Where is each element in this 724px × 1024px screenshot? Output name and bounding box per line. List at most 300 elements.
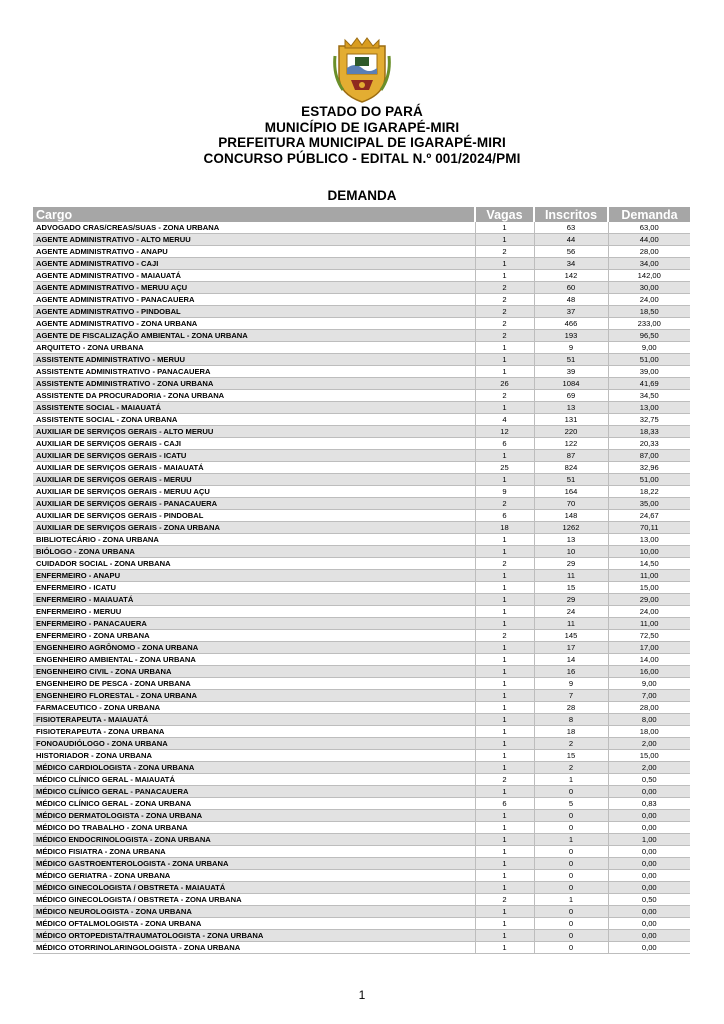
- demanda-cell: 0,00: [608, 858, 690, 870]
- table-row: [33, 726, 690, 738]
- inscritos-cell: 7: [534, 690, 608, 702]
- inscritos-cell: 142: [534, 270, 608, 282]
- table-row: [33, 438, 690, 450]
- demanda-cell: 9,00: [608, 342, 690, 354]
- cargo-cell: ARQUITETO - ZONA URBANA: [33, 342, 475, 354]
- inscritos-cell: 39: [534, 366, 608, 378]
- demanda-cell: 70,11: [608, 522, 690, 534]
- table-row: [33, 510, 690, 522]
- demanda-cell: 11,00: [608, 570, 690, 582]
- table-row: [33, 762, 690, 774]
- demanda-cell: 30,00: [608, 282, 690, 294]
- table-row: [33, 558, 690, 570]
- page-number: 1: [358, 988, 366, 1002]
- vagas-cell: 1: [475, 474, 534, 486]
- inscritos-cell: 1: [534, 834, 608, 846]
- vagas-cell: 1: [475, 846, 534, 858]
- inscritos-cell: 0: [534, 858, 608, 870]
- inscritos-cell: 17: [534, 642, 608, 654]
- demanda-cell: 18,00: [608, 726, 690, 738]
- cargo-cell: AUXILIAR DE SERVIÇOS GERAIS - ICATU: [33, 450, 475, 462]
- inscritos-cell: 18: [534, 726, 608, 738]
- cargo-cell: BIBLIOTECÁRIO - ZONA URBANA: [33, 534, 475, 546]
- cargo-cell: HISTORIADOR - ZONA URBANA: [33, 750, 475, 762]
- demanda-cell: 142,00: [608, 270, 690, 282]
- inscritos-cell: 0: [534, 906, 608, 918]
- vagas-cell: 1: [475, 918, 534, 930]
- table-row: [33, 222, 690, 234]
- demanda-cell: 63,00: [608, 222, 690, 234]
- demanda-cell: 96,50: [608, 330, 690, 342]
- cargo-cell: MÉDICO GINECOLOGISTA / OBSTRETA - ZONA URBANA: [33, 894, 475, 906]
- inscritos-cell: 0: [534, 942, 608, 954]
- table-row: [33, 330, 690, 342]
- demanda-cell: 24,67: [608, 510, 690, 522]
- demanda-cell: 17,00: [608, 642, 690, 654]
- vagas-cell: 1: [475, 666, 534, 678]
- inscritos-cell: 1084: [534, 378, 608, 390]
- demanda-cell: 39,00: [608, 366, 690, 378]
- cargo-cell: ASSISTENTE DA PROCURADORIA - ZONA URBANA: [33, 390, 475, 402]
- table-row: [33, 606, 690, 618]
- vagas-cell: 1: [475, 906, 534, 918]
- vagas-cell: 1: [475, 654, 534, 666]
- table-row: [33, 390, 690, 402]
- table-row: [33, 270, 690, 282]
- demanda-cell: 44,00: [608, 234, 690, 246]
- vagas-cell: 6: [475, 438, 534, 450]
- demanda-cell: 0,00: [608, 786, 690, 798]
- inscritos-cell: 0: [534, 930, 608, 942]
- table-row: [33, 942, 690, 954]
- demanda-cell: 15,00: [608, 750, 690, 762]
- cargo-cell: AGENTE ADMINISTRATIVO - MAIAUATÁ: [33, 270, 475, 282]
- demanda-cell: 0,83: [608, 798, 690, 810]
- demanda-cell: 14,00: [608, 654, 690, 666]
- cargo-cell: ENFERMEIRO - PANACAUERA: [33, 618, 475, 630]
- inscritos-cell: 2: [534, 738, 608, 750]
- vagas-cell: 1: [475, 618, 534, 630]
- inscritos-cell: 8: [534, 714, 608, 726]
- demanda-cell: 34,00: [608, 258, 690, 270]
- demanda-cell: 32,96: [608, 462, 690, 474]
- cargo-cell: ENFERMEIRO - ANAPU: [33, 570, 475, 582]
- table-row: [33, 306, 690, 318]
- demanda-cell: 28,00: [608, 246, 690, 258]
- cargo-cell: AUXILIAR DE SERVIÇOS GERAIS - ALTO MERUU: [33, 426, 475, 438]
- table-row: [33, 594, 690, 606]
- cargo-cell: ENGENHEIRO AGRÔNOMO - ZONA URBANA: [33, 642, 475, 654]
- inscritos-cell: 10: [534, 546, 608, 558]
- cargo-cell: MÉDICO DO TRABALHO - ZONA URBANA: [33, 822, 475, 834]
- inscritos-cell: 60: [534, 282, 608, 294]
- table-row: [33, 318, 690, 330]
- demanda-cell: 0,00: [608, 822, 690, 834]
- cargo-cell: AUXILIAR DE SERVIÇOS GERAIS - ZONA URBANA: [33, 522, 475, 534]
- cargo-cell: AUXILIAR DE SERVIÇOS GERAIS - MERUU: [33, 474, 475, 486]
- vagas-cell: 1: [475, 930, 534, 942]
- vagas-cell: 4: [475, 414, 534, 426]
- vagas-cell: 1: [475, 342, 534, 354]
- demanda-cell: 29,00: [608, 594, 690, 606]
- demanda-cell: 7,00: [608, 690, 690, 702]
- demanda-cell: 0,00: [608, 918, 690, 930]
- vagas-cell: 1: [475, 834, 534, 846]
- table-row: [33, 930, 690, 942]
- cargo-cell: AGENTE ADMINISTRATIVO - ANAPU: [33, 246, 475, 258]
- table-row: [33, 294, 690, 306]
- table-row: [33, 414, 690, 426]
- vagas-cell: 1: [475, 942, 534, 954]
- table-row: [33, 690, 690, 702]
- cargo-cell: ENFERMEIRO - ICATU: [33, 582, 475, 594]
- cargo-cell: AGENTE ADMINISTRATIVO - MERUU AÇU: [33, 282, 475, 294]
- demanda-cell: 0,50: [608, 774, 690, 786]
- inscritos-cell: 87: [534, 450, 608, 462]
- inscritos-cell: 29: [534, 558, 608, 570]
- inscritos-cell: 16: [534, 666, 608, 678]
- vagas-cell: 2: [475, 318, 534, 330]
- table-row: [33, 654, 690, 666]
- cargo-cell: ASSISTENTE ADMINISTRATIVO - MERUU: [33, 354, 475, 366]
- vagas-cell: 1: [475, 882, 534, 894]
- inscritos-cell: 0: [534, 786, 608, 798]
- cargo-cell: MÉDICO OTORRINOLARINGOLOGISTA - ZONA URBANA: [33, 942, 475, 954]
- demanda-cell: 0,00: [608, 870, 690, 882]
- inscritos-cell: 0: [534, 846, 608, 858]
- cargo-cell: MÉDICO GASTROENTEROLOGISTA - ZONA URBANA: [33, 858, 475, 870]
- table-row: [33, 678, 690, 690]
- cargo-cell: MÉDICO CARDIOLOGISTA - ZONA URBANA: [33, 762, 475, 774]
- inscritos-cell: 51: [534, 354, 608, 366]
- table-row: [33, 342, 690, 354]
- vagas-cell: 2: [475, 330, 534, 342]
- vagas-cell: 2: [475, 294, 534, 306]
- table-row: [33, 258, 690, 270]
- cargo-cell: MÉDICO NEUROLOGISTA - ZONA URBANA: [33, 906, 475, 918]
- inscritos-cell: 56: [534, 246, 608, 258]
- table-row: [33, 702, 690, 714]
- inscritos-cell: 69: [534, 390, 608, 402]
- table-row: [33, 282, 690, 294]
- table-row: [33, 498, 690, 510]
- demanda-cell: 24,00: [608, 606, 690, 618]
- cargo-cell: MÉDICO ENDOCRINOLOGISTA - ZONA URBANA: [33, 834, 475, 846]
- demanda-cell: 34,50: [608, 390, 690, 402]
- demanda-cell: 0,00: [608, 882, 690, 894]
- table-row: [33, 882, 690, 894]
- vagas-cell: 1: [475, 450, 534, 462]
- demanda-cell: 32,75: [608, 414, 690, 426]
- demanda-cell: 2,00: [608, 738, 690, 750]
- inscritos-cell: 15: [534, 750, 608, 762]
- inscritos-cell: 1: [534, 894, 608, 906]
- table-row: [33, 642, 690, 654]
- demanda-cell: 14,50: [608, 558, 690, 570]
- table-row: [33, 666, 690, 678]
- inscritos-cell: 193: [534, 330, 608, 342]
- table-row: [33, 378, 690, 390]
- cargo-cell: ENFERMEIRO - ZONA URBANA: [33, 630, 475, 642]
- cargo-cell: MÉDICO FISIATRA - ZONA URBANA: [33, 846, 475, 858]
- inscritos-cell: 1: [534, 774, 608, 786]
- inscritos-cell: 164: [534, 486, 608, 498]
- table-row: [33, 546, 690, 558]
- table-row: [33, 918, 690, 930]
- inscritos-cell: 14: [534, 654, 608, 666]
- vagas-cell: 1: [475, 810, 534, 822]
- table-row: [33, 474, 690, 486]
- table-row: [33, 714, 690, 726]
- inscritos-cell: 70: [534, 498, 608, 510]
- vagas-cell: 2: [475, 390, 534, 402]
- table-row: [33, 750, 690, 762]
- cargo-cell: AUXILIAR DE SERVIÇOS GERAIS - MAIAUATÁ: [33, 462, 475, 474]
- column-header-demanda: Demanda: [608, 207, 690, 222]
- cargo-cell: ENGENHEIRO AMBIENTAL - ZONA URBANA: [33, 654, 475, 666]
- table-row: [33, 774, 690, 786]
- table-row: [33, 858, 690, 870]
- cargo-cell: ENFERMEIRO - MAIAUATÁ: [33, 594, 475, 606]
- inscritos-cell: 148: [534, 510, 608, 522]
- table-row: [33, 582, 690, 594]
- demanda-cell: 18,22: [608, 486, 690, 498]
- inscritos-cell: 220: [534, 426, 608, 438]
- vagas-cell: 1: [475, 270, 534, 282]
- table-row: [33, 354, 690, 366]
- inscritos-cell: 34: [534, 258, 608, 270]
- column-header-inscritos: Inscritos: [534, 207, 608, 222]
- inscritos-cell: 37: [534, 306, 608, 318]
- vagas-cell: 2: [475, 894, 534, 906]
- cargo-cell: CUIDADOR SOCIAL - ZONA URBANA: [33, 558, 475, 570]
- inscritos-cell: 24: [534, 606, 608, 618]
- table-row: [33, 894, 690, 906]
- demanda-cell: 0,00: [608, 906, 690, 918]
- vagas-cell: 2: [475, 630, 534, 642]
- demanda-cell: 41,69: [608, 378, 690, 390]
- vagas-cell: 1: [475, 702, 534, 714]
- vagas-cell: 2: [475, 498, 534, 510]
- cargo-cell: ENGENHEIRO DE PESCA - ZONA URBANA: [33, 678, 475, 690]
- table-row: [33, 738, 690, 750]
- inscritos-cell: 9: [534, 342, 608, 354]
- inscritos-cell: 29: [534, 594, 608, 606]
- inscritos-cell: 824: [534, 462, 608, 474]
- inscritos-cell: 5: [534, 798, 608, 810]
- vagas-cell: 1: [475, 858, 534, 870]
- cargo-cell: AUXILIAR DE SERVIÇOS GERAIS - PANACAUERA: [33, 498, 475, 510]
- cargo-cell: FONOAUDIÓLOGO - ZONA URBANA: [33, 738, 475, 750]
- inscritos-cell: 15: [534, 582, 608, 594]
- cargo-cell: AGENTE ADMINISTRATIVO - PANACAUERA: [33, 294, 475, 306]
- vagas-cell: 1: [475, 234, 534, 246]
- demanda-cell: 2,00: [608, 762, 690, 774]
- table-row: [33, 534, 690, 546]
- vagas-cell: 1: [475, 570, 534, 582]
- cargo-cell: ASSISTENTE ADMINISTRATIVO - PANACAUERA: [33, 366, 475, 378]
- vagas-cell: 1: [475, 258, 534, 270]
- inscritos-cell: 0: [534, 822, 608, 834]
- demand-table: [33, 207, 690, 954]
- vagas-cell: 26: [475, 378, 534, 390]
- vagas-cell: 9: [475, 486, 534, 498]
- table-row: [33, 786, 690, 798]
- vagas-cell: 1: [475, 714, 534, 726]
- cargo-cell: BIÓLOGO - ZONA URBANA: [33, 546, 475, 558]
- vagas-cell: 1: [475, 594, 534, 606]
- vagas-cell: 1: [475, 366, 534, 378]
- inscritos-cell: 48: [534, 294, 608, 306]
- cargo-cell: MÉDICO ORTOPEDISTA/TRAUMATOLOGISTA - ZONA URBANA: [33, 930, 475, 942]
- cargo-cell: ENGENHEIRO CIVIL - ZONA URBANA: [33, 666, 475, 678]
- vagas-cell: 2: [475, 246, 534, 258]
- vagas-cell: 1: [475, 642, 534, 654]
- demanda-cell: 51,00: [608, 474, 690, 486]
- table-row: [33, 246, 690, 258]
- inscritos-cell: 0: [534, 870, 608, 882]
- cargo-cell: ASSISTENTE SOCIAL - ZONA URBANA: [33, 414, 475, 426]
- cargo-cell: MÉDICO GINECOLOGISTA / OBSTRETA - MAIAUATÁ: [33, 882, 475, 894]
- inscritos-cell: 131: [534, 414, 608, 426]
- demanda-cell: 28,00: [608, 702, 690, 714]
- vagas-cell: 2: [475, 282, 534, 294]
- cargo-cell: ENGENHEIRO FLORESTAL - ZONA URBANA: [33, 690, 475, 702]
- cargo-cell: ENFERMEIRO - MERUU: [33, 606, 475, 618]
- demanda-cell: 0,00: [608, 846, 690, 858]
- demanda-cell: 72,50: [608, 630, 690, 642]
- table-header-row: [33, 207, 690, 222]
- vagas-cell: 25: [475, 462, 534, 474]
- demanda-cell: 0,00: [608, 930, 690, 942]
- header-prefecture: PREFEITURA MUNICIPAL DE IGARAPÉ-MIRI: [218, 135, 506, 150]
- cargo-cell: AGENTE DE FISCALIZAÇÃO AMBIENTAL - ZONA URBANA: [33, 330, 475, 342]
- inscritos-cell: 28: [534, 702, 608, 714]
- table-row: [33, 426, 690, 438]
- demanda-cell: 18,33: [608, 426, 690, 438]
- vagas-cell: 1: [475, 402, 534, 414]
- table-row: [33, 522, 690, 534]
- cargo-cell: AGENTE ADMINISTRATIVO - ALTO MERUU: [33, 234, 475, 246]
- cargo-cell: ASSISTENTE ADMINISTRATIVO - ZONA URBANA: [33, 378, 475, 390]
- vagas-cell: 6: [475, 510, 534, 522]
- header-edict: CONCURSO PÚBLICO - EDITAL N.º 001/2024/PMI: [203, 150, 521, 166]
- vagas-cell: 2: [475, 558, 534, 570]
- vagas-cell: 1: [475, 222, 534, 234]
- inscritos-cell: 44: [534, 234, 608, 246]
- vagas-cell: 1: [475, 546, 534, 558]
- cargo-cell: FISIOTERAPEUTA - MAIAUATÁ: [33, 714, 475, 726]
- demanda-cell: 35,00: [608, 498, 690, 510]
- vagas-cell: 1: [475, 822, 534, 834]
- inscritos-cell: 2: [534, 762, 608, 774]
- table-row: [33, 402, 690, 414]
- cargo-cell: MÉDICO CLÍNICO GERAL - PANACAUERA: [33, 786, 475, 798]
- demanda-cell: 233,00: [608, 318, 690, 330]
- vagas-cell: 12: [475, 426, 534, 438]
- vagas-cell: 1: [475, 750, 534, 762]
- demanda-cell: 13,00: [608, 402, 690, 414]
- vagas-cell: 1: [475, 690, 534, 702]
- column-header-vagas: Vagas: [475, 207, 534, 222]
- table-row: [33, 870, 690, 882]
- cargo-cell: MÉDICO DERMATOLOGISTA - ZONA URBANA: [33, 810, 475, 822]
- vagas-cell: 2: [475, 306, 534, 318]
- column-header-cargo: Cargo: [33, 207, 475, 222]
- demanda-cell: 0,00: [608, 810, 690, 822]
- vagas-cell: 1: [475, 762, 534, 774]
- inscritos-cell: 1262: [534, 522, 608, 534]
- inscritos-cell: 51: [534, 474, 608, 486]
- inscritos-cell: 0: [534, 882, 608, 894]
- inscritos-cell: 466: [534, 318, 608, 330]
- cargo-cell: AUXILIAR DE SERVIÇOS GERAIS - CAJI: [33, 438, 475, 450]
- vagas-cell: 1: [475, 786, 534, 798]
- cargo-cell: MÉDICO CLÍNICO GERAL - MAIAUATÁ: [33, 774, 475, 786]
- vagas-cell: 1: [475, 606, 534, 618]
- vagas-cell: 1: [475, 726, 534, 738]
- table-row: [33, 834, 690, 846]
- cargo-cell: AUXILIAR DE SERVIÇOS GERAIS - PINDOBAL: [33, 510, 475, 522]
- cargo-cell: ASSISTENTE SOCIAL - MAIAUATÁ: [33, 402, 475, 414]
- demanda-cell: 15,00: [608, 582, 690, 594]
- demanda-cell: 10,00: [608, 546, 690, 558]
- cargo-cell: AUXILIAR DE SERVIÇOS GERAIS - MERUU AÇU: [33, 486, 475, 498]
- demanda-cell: 1,00: [608, 834, 690, 846]
- table-row: [33, 486, 690, 498]
- demanda-cell: 16,00: [608, 666, 690, 678]
- table-row: [33, 462, 690, 474]
- cargo-cell: FISIOTERAPEUTA - ZONA URBANA: [33, 726, 475, 738]
- table-row: [33, 906, 690, 918]
- vagas-cell: 1: [475, 534, 534, 546]
- table-row: [33, 618, 690, 630]
- vagas-cell: 1: [475, 678, 534, 690]
- table-row: [33, 810, 690, 822]
- municipal-coat-of-arms: [333, 36, 391, 104]
- inscritos-cell: 145: [534, 630, 608, 642]
- demanda-cell: 24,00: [608, 294, 690, 306]
- table-row: [33, 846, 690, 858]
- table-row: [33, 234, 690, 246]
- table-row: [33, 798, 690, 810]
- inscritos-cell: 63: [534, 222, 608, 234]
- table-row: [33, 822, 690, 834]
- cargo-cell: MÉDICO OFTALMOLOGISTA - ZONA URBANA: [33, 918, 475, 930]
- demanda-cell: 20,33: [608, 438, 690, 450]
- cargo-cell: AGENTE ADMINISTRATIVO - CAJI: [33, 258, 475, 270]
- cargo-cell: MÉDICO CLÍNICO GERAL - ZONA URBANA: [33, 798, 475, 810]
- demanda-cell: 0,50: [608, 894, 690, 906]
- document-header: [0, 104, 724, 166]
- cargo-cell: AGENTE ADMINISTRATIVO - PINDOBAL: [33, 306, 475, 318]
- demanda-cell: 18,50: [608, 306, 690, 318]
- demanda-cell: 13,00: [608, 534, 690, 546]
- vagas-cell: 1: [475, 582, 534, 594]
- cargo-cell: FARMACEUTICO - ZONA URBANA: [33, 702, 475, 714]
- vagas-cell: 1: [475, 870, 534, 882]
- inscritos-cell: 11: [534, 618, 608, 630]
- table-body: [33, 222, 690, 954]
- inscritos-cell: 9: [534, 678, 608, 690]
- table-row: [33, 570, 690, 582]
- cargo-cell: MÉDICO GERIATRA - ZONA URBANA: [33, 870, 475, 882]
- demanda-cell: 11,00: [608, 618, 690, 630]
- inscritos-cell: 11: [534, 570, 608, 582]
- vagas-cell: 6: [475, 798, 534, 810]
- inscritos-cell: 0: [534, 918, 608, 930]
- inscritos-cell: 122: [534, 438, 608, 450]
